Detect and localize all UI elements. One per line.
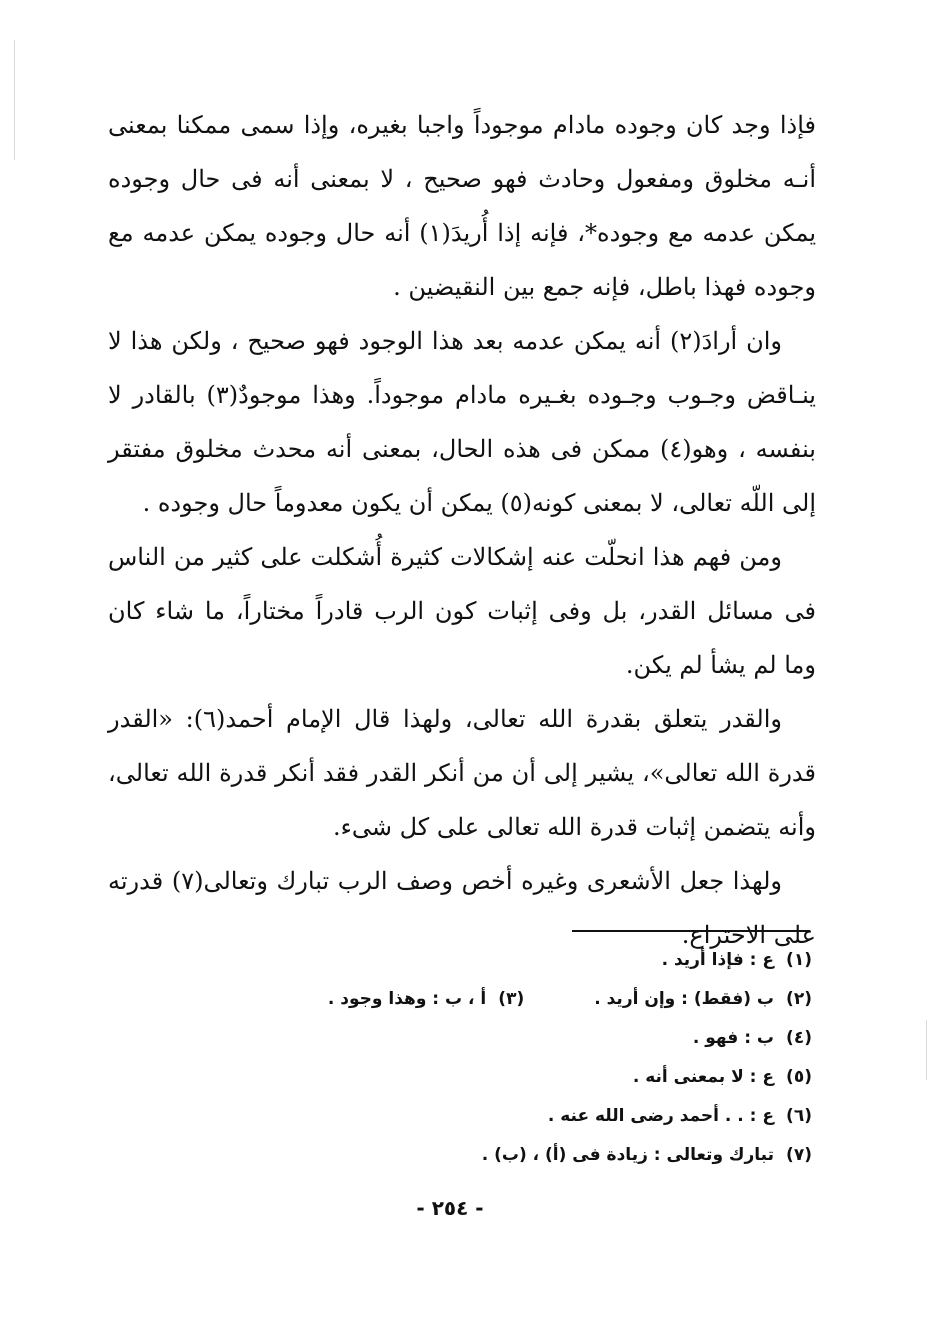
footnote-number: (٤) xyxy=(786,1027,812,1048)
paragraph-3: ومن فهم هذا انحلّت عنه إشكالات كثيرة أُشكلت على كثير من الناس فى مسائل القدر، بل وفى إثبات كون الرب قادراً مختاراً، ما شاء كان وما لم يشأ لم يكن. xyxy=(108,543,816,679)
scan-margin-mark xyxy=(14,40,15,160)
footnote-number: (١) xyxy=(786,949,812,970)
footnote-number: (٥) xyxy=(786,1066,812,1087)
paragraph-4: والقدر يتعلق بقدرة الله تعالى، ولهذا قال الإمام أحمد(٦): «القدر قدرة الله تعالى»، يشير إلى أن من أنكر القدر فقد أنكر قدرة الله تعالى، وأنه يتضمن إثبات قدرة الله تعالى على كل شىء. xyxy=(108,705,816,841)
footnote-text: ع : فإذا أريد . xyxy=(661,949,774,970)
footnote-text: ع : لا بمعنى أنه . xyxy=(632,1066,774,1087)
footnote-text: ب : فهو . xyxy=(692,1027,774,1048)
footnote-2 xyxy=(594,989,812,1009)
footnote-6 xyxy=(548,1106,812,1126)
footnote-row xyxy=(200,940,812,979)
footnote-1 xyxy=(662,950,812,970)
scan-margin-mark xyxy=(926,1020,927,1080)
page-number: - ٢٥٤ - xyxy=(416,1196,484,1220)
paragraph-5: ولهذا جعل الأشعرى وغيره أخص وصف الرب تبارك وتعالى(٧) قدرته على الاختراع. xyxy=(108,867,816,949)
footnote-4 xyxy=(693,1028,812,1048)
footnote-number: (٣) xyxy=(498,988,525,1009)
footnote-row xyxy=(200,1135,812,1174)
footnote-row xyxy=(200,1018,812,1057)
footnote-5 xyxy=(633,1067,812,1087)
main-text xyxy=(108,98,816,962)
footnote-3 xyxy=(328,989,524,1009)
footnote-text: ب (فقط) : وإن أريد . xyxy=(594,988,774,1009)
footnote-number: (٦) xyxy=(786,1105,812,1126)
footnote-row xyxy=(200,1057,812,1096)
footnote-row xyxy=(200,979,812,1018)
paragraph-1: فإذا وجد كان وجوده مادام موجوداً واجبا بغيره، وإذا سمى ممكنا بمعنى أنـه مخلوق ومفعول وحادث فهو صحيح ، لا بمعنى أنه فى حال وجوده يمكن عدمه مع وجوده*، فإنه إذا أُريدَ(١) أنه حال وجوده يمكن عدمه مع وجوده فهذا باطل، فإنه جمع بين النقيضين . xyxy=(108,111,816,301)
footnote-row xyxy=(200,1096,812,1135)
footnote-separator xyxy=(572,930,810,932)
footnote-text: تبارك وتعالى : زيادة فى (أ) ، (ب) . xyxy=(481,1144,774,1165)
footnote-7 xyxy=(482,1145,812,1165)
paragraph-2: وان أرادَ(٢) أنه يمكن عدمه بعد هذا الوجود فهو صحيح ، ولكن هذا لا ينـاقض وجـوب وجـوده بغـيره مادام موجوداً. وهذا موجودٌ(٣) بالقادر لا بنفسه ، وهو(٤) ممكن فى هذه الحال، بمعنى أنه محدث مخلوق مفتقر إلى اللّه تعالى، لا بمعنى كونه(٥) يمكن أن يكون معدوماً حال وجوده . xyxy=(108,327,816,517)
footnote-number: (٢) xyxy=(786,988,812,1009)
footnotes xyxy=(200,940,812,1174)
footnote-text: أ ، ب : وهذا وجود . xyxy=(327,988,487,1009)
footnote-number: (٧) xyxy=(786,1144,812,1165)
footnote-text: ع : . . أحمد رضى الله عنه . xyxy=(547,1105,774,1126)
